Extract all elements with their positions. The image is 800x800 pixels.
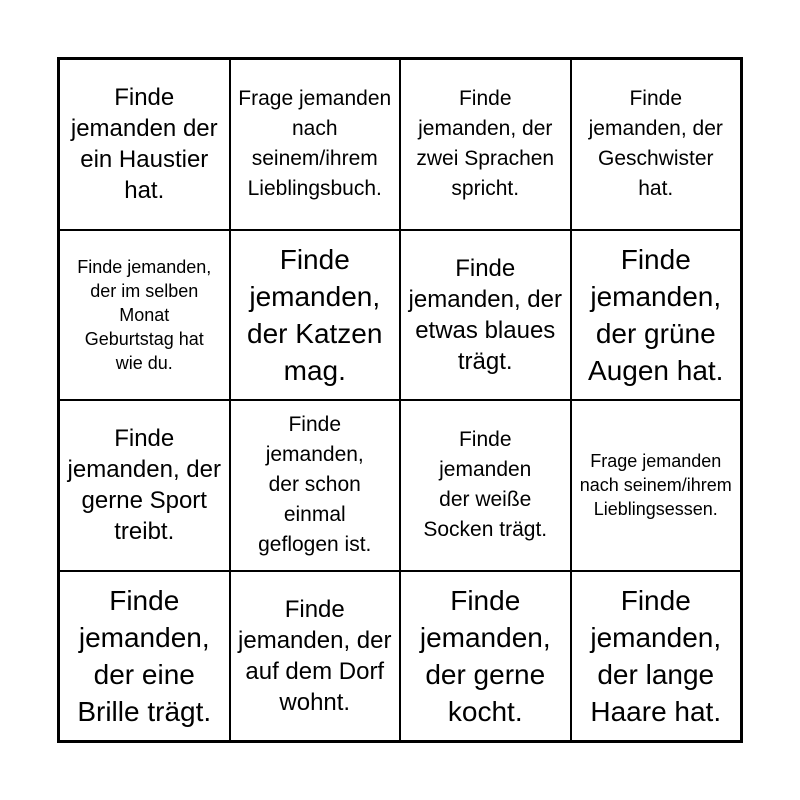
bingo-cell-r4-c2[interactable] xyxy=(230,571,401,742)
bingo-cell-r4-c3[interactable] xyxy=(400,571,571,742)
bingo-cell-text: Finde jemanden, der etwas blaues trägt. xyxy=(408,254,562,375)
bingo-cell-text: Finde jemanden, der grüne Augen hat. xyxy=(588,243,724,386)
bingo-cell-r1-c1[interactable] xyxy=(59,59,230,230)
bingo-cell-text: Finde jemanden der weiße Socken trägt. xyxy=(423,428,548,542)
bingo-cell-text: Finde jemanden, der eine Brille trägt. xyxy=(77,584,212,727)
bingo-cell-text: Finde jemanden der ein Haustier hat. xyxy=(70,84,218,205)
bingo-cell-text: Finde jemanden, der gerne Sport treibt. xyxy=(67,425,221,546)
bingo-cell-r4-c1[interactable] xyxy=(59,571,230,742)
bingo-cell-r2-c1[interactable] xyxy=(59,230,230,401)
bingo-cell-r3-c4[interactable] xyxy=(571,400,742,571)
bingo-cell-text: Finde jemanden, der schon einmal geflogen ist. xyxy=(258,413,372,557)
bingo-cell-r1-c4[interactable] xyxy=(571,59,742,230)
bingo-cell-text: Finde jemanden, der lange Haare hat. xyxy=(590,584,722,727)
bingo-cell-r3-c3[interactable] xyxy=(400,400,571,571)
bingo-cell-r4-c4[interactable] xyxy=(571,571,742,742)
bingo-cell-r3-c1[interactable] xyxy=(59,400,230,571)
bingo-cell-r2-c3[interactable] xyxy=(400,230,571,401)
bingo-cell-text: Finde jemanden, der gerne kocht. xyxy=(419,584,551,727)
bingo-cell-text: Frage jemanden nach seinem/ihrem Lieblingsbuch. xyxy=(238,87,392,201)
bingo-cell-text: Finde jemanden, der Katzen mag. xyxy=(247,243,383,386)
bingo-cell-r1-c2[interactable] xyxy=(230,59,401,230)
bingo-cell-text: Finde jemanden, der auf dem Dorf wohnt. xyxy=(238,595,392,716)
bingo-cell-text: Finde jemanden, der im selben Monat Geburtstag hat wie du. xyxy=(77,256,212,373)
bingo-cell-r1-c3[interactable] xyxy=(400,59,571,230)
bingo-cell-r2-c4[interactable] xyxy=(571,230,742,401)
bingo-cell-r3-c2[interactable] xyxy=(230,400,401,571)
bingo-cell-text: Finde jemanden, der Geschwister hat. xyxy=(588,87,723,201)
bingo-grid xyxy=(57,57,743,743)
bingo-cell-text: Frage jemanden nach seinem/ihrem Lieblingsessen. xyxy=(579,451,732,520)
bingo-cell-r2-c2[interactable] xyxy=(230,230,401,401)
bingo-cell-text: Finde jemanden, der zwei Sprachen spricht. xyxy=(416,87,555,201)
